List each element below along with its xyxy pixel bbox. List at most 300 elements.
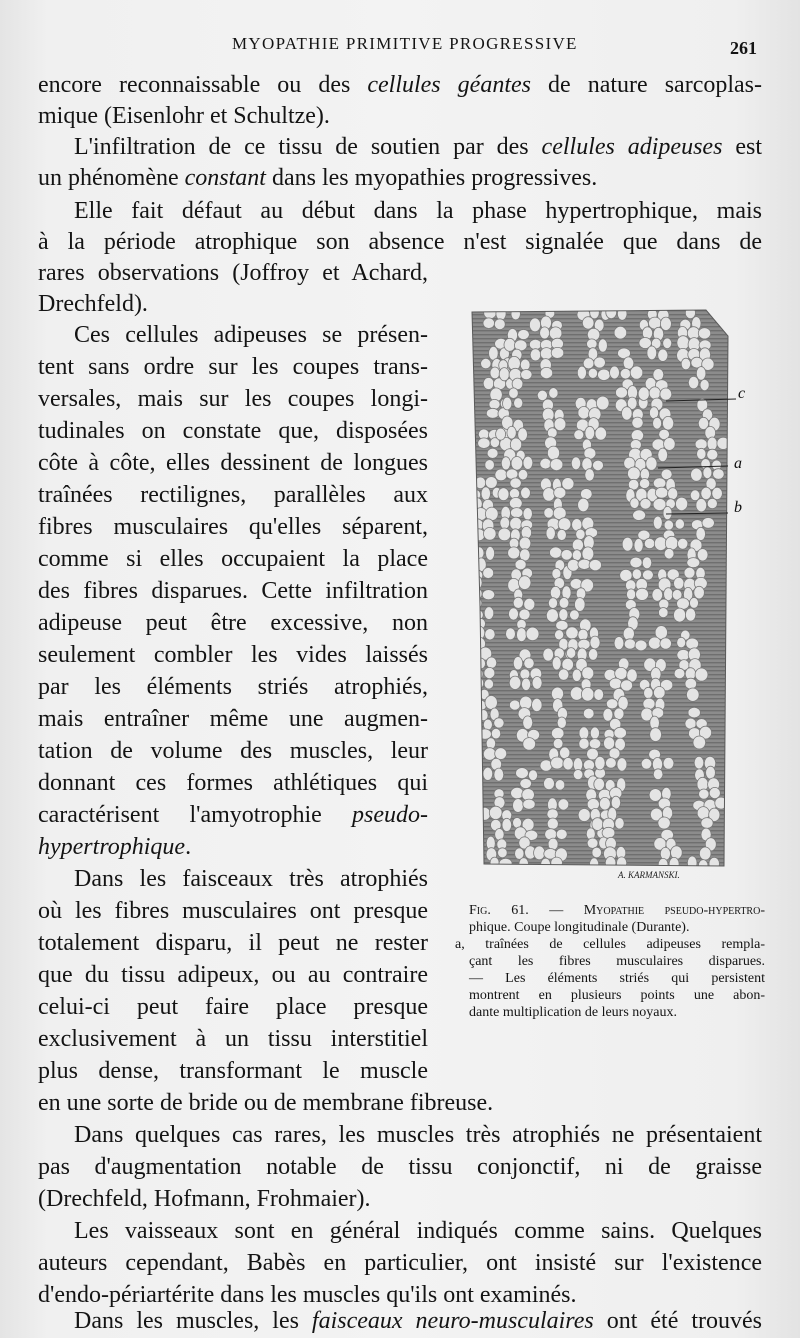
fat-cell: [530, 349, 541, 361]
fat-cell: [481, 487, 490, 501]
fat-cell: [472, 677, 483, 690]
fat-cell: [523, 738, 536, 751]
fat-cell: [605, 857, 616, 869]
caption-line: a, traînées de cellules adipeuses rempla-: [455, 937, 765, 952]
fat-cell: [644, 687, 653, 698]
fat-cell: [473, 576, 482, 589]
text-line: celui-ci peut faire place presque: [38, 994, 428, 1020]
fat-cell: [473, 626, 485, 640]
text-line: Elle fait défaut au début dans la phase hypertrophique, mais: [74, 198, 762, 224]
caption-line: dante multiplication de leurs noyaux.: [469, 1005, 678, 1020]
fat-cell: [466, 528, 474, 540]
fat-cell: [589, 739, 601, 749]
text-line: mais entraîner même une augmen-: [38, 706, 428, 732]
fat-cell: [703, 467, 712, 479]
fat-cell: [520, 359, 530, 370]
fat-cell: [615, 818, 624, 829]
text-line: rares observations (Joffroy et Achard,: [38, 260, 428, 286]
fat-cell: [522, 678, 531, 690]
fat-cell: [668, 488, 678, 500]
fat-cell: [573, 770, 583, 780]
fat-cell: [557, 717, 566, 728]
fat-cell: [634, 539, 643, 553]
fat-cell: [511, 308, 520, 320]
text-line: fibres musculaires qu'elles séparent,: [38, 514, 428, 540]
fat-cell: [592, 847, 602, 858]
fat-cell: [551, 757, 564, 769]
fat-cell: [510, 478, 521, 488]
fat-cell: [509, 498, 522, 509]
fat-cell: [502, 818, 512, 831]
fat-cell: [665, 536, 678, 550]
fat-cell: [557, 529, 566, 540]
fat-cell: [664, 548, 674, 559]
fat-cell: [606, 758, 617, 769]
fat-cell: [509, 388, 519, 399]
fat-cell: [700, 379, 709, 390]
fat-cell: [509, 608, 519, 620]
page-header: [0, 34, 800, 60]
fat-cell: [578, 407, 590, 419]
fat-cell: [697, 448, 706, 459]
fat-cell: [578, 809, 590, 822]
fat-cell: [501, 457, 510, 470]
fat-cell: [596, 396, 609, 410]
fat-cell: [485, 696, 497, 710]
fat-cell: [624, 639, 636, 649]
fat-cell: [646, 457, 657, 470]
fat-cell: [599, 797, 610, 810]
fat-cell: [633, 510, 646, 521]
figure-caption: [455, 902, 765, 1021]
fat-cell: [715, 797, 727, 809]
fat-cell: [707, 449, 718, 460]
artist-signature: A. KARMANSKI.: [618, 870, 680, 880]
fat-cell: [498, 528, 511, 541]
fat-cell: [551, 347, 564, 358]
fat-cell: [566, 627, 579, 639]
fat-cell: [674, 577, 685, 589]
fat-cell: [590, 727, 599, 739]
fat-cell: [581, 489, 593, 500]
fat-cell: [489, 399, 500, 409]
fat-cell: [566, 648, 575, 659]
text-line: Dans les faisceaux très atrophiés: [74, 866, 428, 892]
fat-cell: [547, 446, 559, 460]
fat-cell: [503, 397, 512, 410]
fat-cell: [520, 669, 530, 680]
fat-cell: [648, 637, 661, 649]
fat-cell: [590, 636, 600, 649]
fat-cell: [473, 588, 482, 599]
text-line: tent sans ordre sur les coupes trans-: [38, 354, 428, 380]
fat-cell: [571, 457, 580, 470]
fat-cell: [691, 468, 703, 481]
fat-cell: [663, 506, 672, 519]
fat-cell: [518, 469, 528, 480]
fat-cell: [496, 428, 506, 440]
fat-cell: [506, 628, 516, 640]
fat-cell: [688, 376, 698, 388]
fat-cell: [555, 780, 565, 791]
fat-cell: [687, 688, 700, 701]
fat-cell: [567, 559, 579, 571]
text-line: d'endo-périartérite dans les muscles qu'ils ont examinés.: [38, 1282, 577, 1308]
fat-cell: [674, 668, 685, 678]
fat-cell: [513, 799, 524, 813]
fat-cell: [630, 498, 639, 509]
fat-cell: [647, 346, 657, 360]
fat-cell: [639, 479, 649, 489]
text-line: pas d'augmentation notable de tissu conjonctif, ni de graisse: [38, 1154, 762, 1180]
fat-cell: [540, 327, 550, 339]
fat-cell: [594, 778, 605, 790]
text-line: Dans quelques cas rares, les muscles très atrophiés ne présentaient: [74, 1122, 762, 1148]
fat-cell: [663, 416, 674, 430]
fat-cell: [546, 527, 555, 540]
fat-cell: [588, 649, 597, 661]
fat-cell: [590, 858, 599, 871]
fat-cell: [713, 469, 725, 480]
fat-cell: [466, 628, 473, 640]
running-title: MYOPATHIE PRIMITIVE PROGRESSIVE: [232, 34, 578, 53]
fat-cell: [582, 547, 594, 561]
fat-cell: [523, 456, 533, 469]
fat-cell: [622, 537, 633, 551]
fat-cell: [655, 487, 668, 498]
fat-cell: [706, 766, 716, 779]
fat-cell: [540, 458, 551, 469]
fat-cell: [547, 818, 558, 829]
fat-cell: [576, 529, 585, 539]
fat-cell: [466, 548, 473, 561]
fat-cell: [584, 448, 596, 459]
fat-cell: [517, 628, 527, 642]
fat-cell: [466, 567, 471, 579]
fat-cell: [617, 308, 627, 321]
fat-cell: [660, 317, 671, 330]
text-line: auteurs cependant, Babès en particulier, ont insisté sur l'existence: [38, 1250, 762, 1276]
fat-cell: [696, 499, 707, 512]
fat-cell: [558, 518, 571, 531]
fat-cell: [507, 426, 516, 439]
fat-cell: [687, 856, 697, 870]
fat-cell: [640, 499, 651, 510]
fat-cell: [688, 707, 700, 718]
fat-cell: [561, 550, 572, 561]
fat-cell: [540, 367, 552, 378]
fat-cell: [582, 667, 594, 680]
fat-cell: [553, 738, 563, 748]
fat-cell: [587, 799, 599, 811]
fat-cell: [677, 637, 686, 647]
fat-cell: [495, 469, 507, 481]
text-line: L'infiltration de ce tissu de soutien par des cellules adipeuses est: [74, 134, 762, 160]
fat-cell: [699, 789, 709, 799]
fat-cell: [685, 608, 695, 621]
histology-figure: [466, 306, 766, 886]
fat-cell: [632, 569, 641, 580]
fat-cell: [523, 716, 533, 729]
fat-cell: [563, 758, 573, 770]
fat-cell: [664, 520, 673, 530]
fat-cell: [524, 658, 534, 669]
fat-cell: [712, 487, 723, 499]
fat-cell: [540, 348, 552, 360]
fat-cell: [483, 378, 494, 390]
text-line: tation de volume des muscles, leur: [38, 738, 428, 764]
fat-cell: [499, 858, 512, 868]
fat-cell: [483, 719, 492, 730]
fat-cell: [510, 517, 522, 530]
fat-cell: [643, 698, 655, 709]
fat-cell: [649, 387, 660, 399]
text-line: Les vaisseaux sont en général indiqués comme sains. Quelques: [74, 1218, 762, 1244]
fat-cell: [653, 516, 662, 529]
fat-cell: [548, 598, 557, 609]
fat-cell: [487, 448, 498, 458]
fat-cell: [558, 799, 569, 810]
fat-cell: [466, 587, 472, 598]
fat-cell: [575, 598, 586, 612]
caption-line: montrent en plusieurs points une abon-: [469, 988, 765, 1003]
fat-cell: [524, 598, 535, 610]
fat-cell: [490, 367, 500, 379]
text-line: plus dense, transformant le muscle: [38, 1058, 428, 1084]
fat-cell: [617, 857, 627, 869]
text-line: comme si elles occupaient la place: [38, 546, 428, 572]
text-line: donnant ces formes athlétiques qui: [38, 770, 428, 796]
fat-cell: [696, 527, 706, 540]
fat-cell: [470, 648, 479, 659]
fat-cell: [699, 847, 711, 860]
fat-cell: [632, 417, 643, 428]
fat-cell: [523, 508, 532, 520]
text-line: encore reconnaissable ou des cellules géantes de nature sarcoplas-: [38, 72, 762, 98]
fat-cell: [595, 756, 605, 770]
fat-cell: [675, 519, 684, 529]
fat-cell: [532, 698, 543, 711]
fat-cell: [484, 307, 497, 319]
fat-cell: [698, 328, 710, 339]
fat-cell: [483, 318, 495, 329]
fat-cell: [556, 620, 568, 630]
fat-cell: [550, 586, 560, 599]
fat-cell: [701, 487, 712, 499]
text-line: exclusivement à un tissu interstitiel: [38, 1026, 428, 1052]
fat-cell: [614, 727, 627, 738]
text-line: tudinales on constate que, disposées: [38, 418, 428, 444]
fat-cell: [483, 568, 494, 579]
text-line: où les fibres musculaires ont presque: [38, 898, 428, 924]
fat-cell: [627, 589, 636, 600]
label-c: c: [738, 385, 746, 402]
fat-cell: [486, 547, 495, 561]
fat-cell: [494, 768, 504, 781]
fat-cell: [499, 368, 509, 381]
fat-cell: [653, 417, 662, 429]
fat-cell: [494, 718, 504, 728]
fat-cell: [547, 428, 557, 438]
fat-cell: [677, 598, 690, 609]
fat-cell: [511, 508, 523, 518]
fat-cell: [583, 708, 594, 719]
fat-cell: [594, 357, 606, 368]
fat-cell: [658, 858, 668, 870]
text-line: côte à côte, elles dessinent de longues: [38, 450, 428, 476]
fat-cell: [678, 538, 688, 549]
fat-cell: [616, 387, 628, 398]
text-line: un phénomène constant dans les myopathies progressives.: [38, 165, 598, 191]
fat-cell: [660, 638, 672, 649]
fat-cell: [695, 668, 708, 681]
fat-cell: [484, 527, 497, 540]
fat-cell: [466, 608, 472, 622]
fat-cell: [474, 700, 486, 711]
fat-cell: [496, 307, 506, 320]
caption-line: — Les éléments striés qui persistent: [469, 971, 765, 986]
fat-cell: [578, 629, 588, 640]
fat-cell: [558, 669, 569, 680]
fat-cell: [521, 487, 531, 499]
fat-cell: [486, 657, 496, 668]
fat-cell: [579, 738, 589, 749]
fat-cell: [513, 657, 522, 670]
fat-cell: [551, 728, 564, 740]
fat-cell: [519, 609, 530, 620]
fat-cell: [587, 339, 598, 349]
fat-cell: [534, 846, 545, 860]
fat-cell: [630, 366, 643, 379]
label-a: a: [734, 455, 742, 472]
fat-cell: [552, 657, 561, 670]
fat-cell: [544, 508, 554, 518]
fat-cell: [701, 818, 713, 829]
fat-cell: [684, 567, 695, 578]
fat-cell: [707, 498, 717, 508]
fat-cell: [551, 857, 563, 868]
fat-cell: [578, 498, 589, 512]
fat-cell: [606, 306, 617, 318]
fat-cell: [658, 349, 668, 361]
fat-cell: [663, 338, 672, 349]
fat-cell: [479, 807, 491, 820]
fat-cell: [681, 358, 690, 370]
fat-cell: [694, 756, 704, 769]
fat-cell: [495, 748, 507, 760]
fat-cell: [660, 388, 672, 400]
fat-cell: [574, 430, 584, 440]
fat-cell: [658, 817, 670, 829]
fat-cell: [483, 767, 493, 780]
text-line: à la période atrophique son absence n'est signalée que dans de: [38, 229, 762, 255]
fat-cell: [473, 529, 485, 541]
fat-cell: [642, 570, 653, 580]
fat-cell: [498, 848, 508, 858]
fat-cell: [674, 608, 686, 622]
fat-cell: [709, 857, 719, 870]
fat-cell: [560, 747, 570, 759]
fat-cell: [485, 629, 495, 640]
fat-cell: [491, 728, 500, 739]
fat-cell: [466, 558, 476, 569]
fat-cell: [526, 627, 539, 641]
fat-cell: [484, 667, 495, 678]
fat-cell: [685, 678, 697, 689]
fat-cell: [588, 368, 597, 378]
fat-cell: [677, 336, 689, 350]
fat-cell: [500, 517, 510, 529]
fat-cell: [658, 448, 668, 462]
fat-cell: [504, 338, 515, 351]
fat-cell: [707, 437, 717, 451]
fat-cell: [572, 539, 583, 551]
fat-cell: [644, 538, 655, 548]
fat-cell: [609, 678, 622, 689]
fat-cell: [664, 438, 676, 451]
fat-cell: [529, 339, 541, 349]
fat-cell: [466, 657, 474, 671]
fat-cell: [623, 627, 634, 640]
fat-cell: [614, 326, 627, 339]
fat-cell: [582, 317, 594, 329]
text-line: adipeuse peut être excessive, non: [38, 610, 428, 636]
fat-cell: [494, 319, 505, 330]
fat-cell: [650, 728, 662, 742]
fat-cell: [686, 638, 699, 649]
fat-cell: [594, 689, 604, 701]
fat-cell: [589, 560, 601, 571]
text-line: (Drechfeld, Hofmann, Frohmaier).: [38, 1186, 371, 1212]
fat-cell: [529, 318, 540, 332]
fat-cell: [702, 518, 714, 529]
fat-cell: [543, 488, 555, 502]
fat-cell: [498, 488, 509, 501]
fat-cell: [495, 829, 504, 841]
fat-cell: [676, 497, 688, 510]
fat-cell: [550, 547, 562, 558]
text-line: des fibres disparues. Cette infiltration: [38, 578, 428, 604]
fat-cell: [519, 537, 531, 550]
fat-cell: [490, 857, 499, 868]
fat-cell: [572, 669, 581, 681]
fat-cell: [472, 718, 482, 731]
caption-line: phique. Coupe longitudinale (Durante).: [469, 920, 690, 935]
fat-cell: [543, 648, 554, 661]
text-line: mique (Eisenlohr et Schultze).: [38, 103, 330, 129]
text-line: traînées rectilignes, parallèles aux: [38, 482, 428, 508]
fat-cell: [518, 330, 530, 340]
fat-cell: [549, 388, 558, 399]
text-line: par les éléments striés atrophiés,: [38, 674, 428, 700]
page-number: 261: [730, 38, 757, 58]
fat-cell: [677, 650, 690, 661]
fat-cell: [549, 327, 562, 340]
text-line: en une sorte de bride ou de membrane fibreuse.: [38, 1090, 494, 1116]
fat-cell: [590, 306, 600, 318]
text-line: caractérisent l'amyotrophie pseudo-: [38, 802, 428, 828]
fat-cell: [593, 460, 604, 470]
fat-cell: [669, 857, 679, 870]
fat-cell: [610, 366, 620, 379]
fat-cell: [528, 770, 537, 781]
text-line: que du tissu adipeux, ou au contraire: [38, 962, 428, 988]
fat-cell: [509, 676, 521, 689]
fat-cell: [638, 387, 649, 400]
fat-cell: [622, 407, 633, 420]
fat-cell: [544, 778, 555, 790]
text-line: versales, mais sur les coupes longi-: [38, 386, 428, 412]
